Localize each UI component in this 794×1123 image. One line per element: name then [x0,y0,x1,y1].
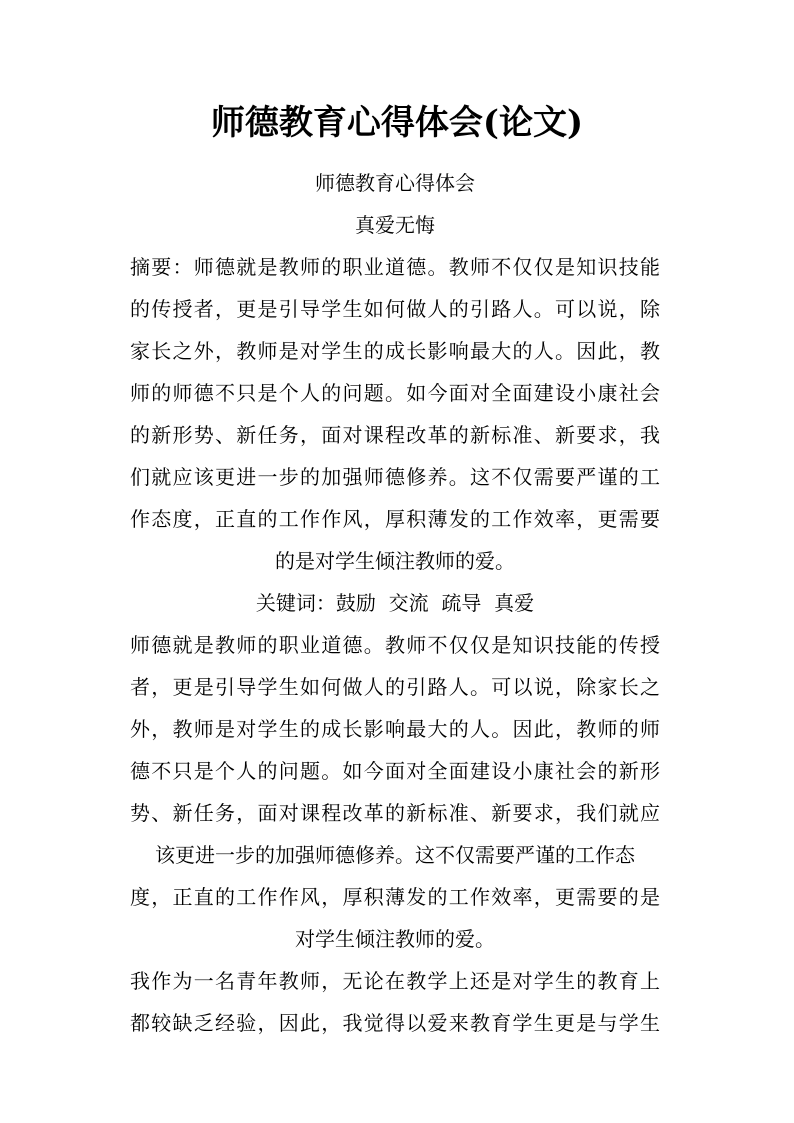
body-line: 师德就是教师的职业道德。教师不仅仅是知识技能的传授 [130,633,660,657]
abstract-line: 的是对学生倾注教师的爱。 [275,549,515,573]
abstract-line: 家长之外，教师是对学生的成长影响最大的人。因此，教 [130,339,660,363]
abstract-line: 的传授者，更是引导学生如何做人的引路人。可以说，除 [130,297,660,321]
body-line: 该更进一步的加强师德修养。这不仅需要严谨的工作态 [155,843,635,867]
body-line: 都较缺乏经验，因此，我觉得以爱来教育学生更是与学生 [130,1011,660,1035]
body-line: 德不只是个人的问题。如今面对全面建设小康社会的新形 [130,759,660,783]
abstract-line: 作态度，正直的工作作风，厚积薄发的工作效率，更需要 [130,507,660,531]
keywords: 关键词：鼓励 交流 疏导 真爱 [255,591,535,615]
subtitle-motto: 真爱无悔 [355,213,435,237]
body-line: 者，更是引导学生如何做人的引路人。可以说，除家长之 [130,675,660,699]
body-line: 我作为一名青年教师，无论在教学上还是对学生的教育上 [130,969,660,993]
body-line: 对学生倾注教师的爱。 [295,927,495,951]
body-line: 势、新任务，面对课程改革的新标准、新要求，我们就应 [130,801,660,825]
abstract-line: 师的师德不只是个人的问题。如今面对全面建设小康社会 [130,381,660,405]
abstract-line: 摘要：师德就是教师的职业道德。教师不仅仅是知识技能 [130,255,660,279]
document-title: 师德教育心得体会(论文) [210,103,584,143]
body-line: 外，教师是对学生的成长影响最大的人。因此，教师的师 [130,717,660,741]
abstract-line: 们就应该更进一步的加强师德修养。这不仅需要严谨的工 [130,465,660,489]
body-line: 度，正直的工作作风，厚积薄发的工作效率，更需要的是 [130,885,660,909]
subtitle: 师德教育心得体会 [315,171,475,195]
abstract-line: 的新形势、新任务，面对课程改革的新标准、新要求，我 [130,423,660,447]
